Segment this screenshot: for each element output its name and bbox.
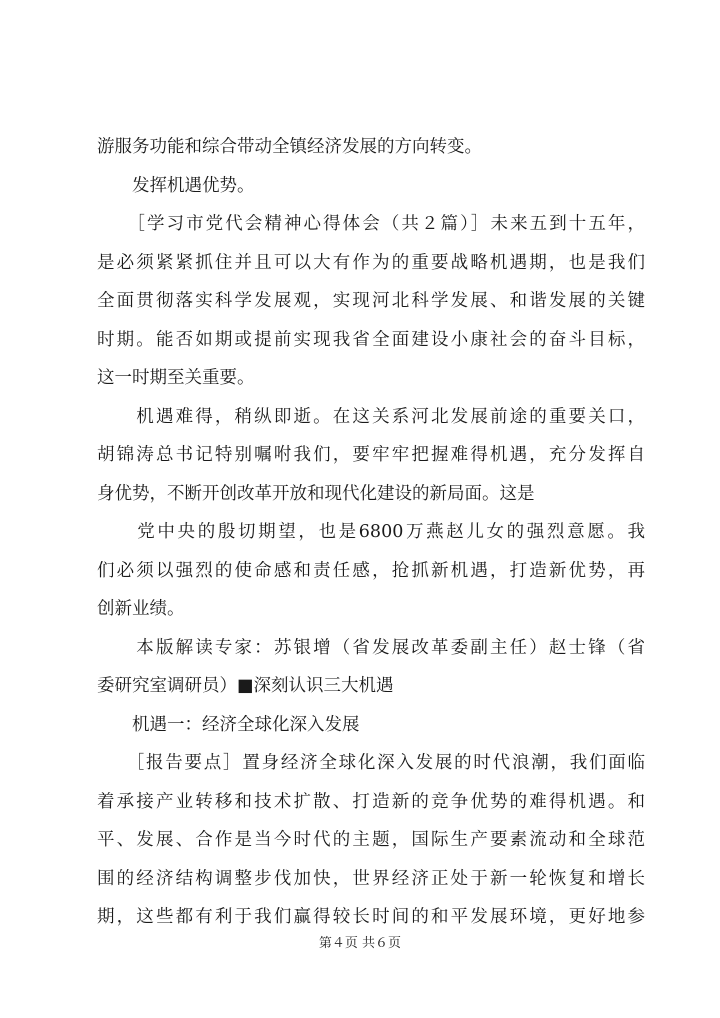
text-line: 机遇难得，稍纵即逝。在这关系河北发展前途的重要关口， [97, 406, 645, 427]
text-line: 期，这些都有利于我们赢得较长时间的和平发展环境，更好地参 [97, 907, 645, 927]
text-line: 全面贯彻落实科学发展观，实现河北科学发展、和谐发展的关键 [97, 291, 645, 311]
text-line: 胡锦涛总书记特别嘱咐我们，要牢牢把握难得机遇，充分发挥自 [97, 445, 645, 465]
section-heading: 机遇一：经济全球化深入发展 [97, 714, 360, 735]
page-number-footer: 第４页 共６页 [318, 936, 402, 951]
text-line: 围的经济结构调整步伐加快，世界经济正处于新一轮恢复和增长 [97, 868, 645, 889]
text-line: ［报告要点］置身经济全球化深入发展的时代浪潮，我们面临 [97, 753, 645, 773]
text-line: 创新业绩。 [97, 599, 185, 619]
text-line: ［学习市党代会精神心得体会（共２篇）］未来五到十五年， [97, 214, 645, 234]
text-line: 身优势，不断开创改革开放和现代化建设的新局面。这是 [97, 483, 535, 504]
text-line: 本版解读专家：苏银增（省发展改革委副主任）赵士锋（省 [97, 637, 645, 658]
text-line: 这一时期至关重要。 [97, 368, 255, 388]
text-line: 着承接产业转移和技术扩散、打造新的竞争优势的难得机遇。和 [97, 791, 645, 812]
text-line: 发挥机遇优势。 [97, 175, 255, 196]
text-line: 党中央的殷切期望，也是6800万燕赵儿女的强烈意愿。我 [97, 522, 645, 542]
text-line: 平、发展、合作是当今时代的主题，国际生产要素流动和全球范 [97, 830, 645, 850]
text-line: 时期。能否如期或提前实现我省全面建设小康社会的奋斗目标， [97, 329, 645, 350]
text-line: 游服务功能和综合带动全镇经济发展的方向转变。 [97, 137, 482, 157]
text-line: 委研究室调研员）■深刻认识三大机遇 [97, 676, 394, 696]
text-line: 们必须以强烈的使命感和责任感，抢抓新机遇，打造新优势，再 [97, 560, 645, 581]
body-text [97, 128, 645, 937]
text-line: 是必须紧紧抓住并且可以大有作为的重要战略机遇期，也是我们 [97, 252, 645, 273]
